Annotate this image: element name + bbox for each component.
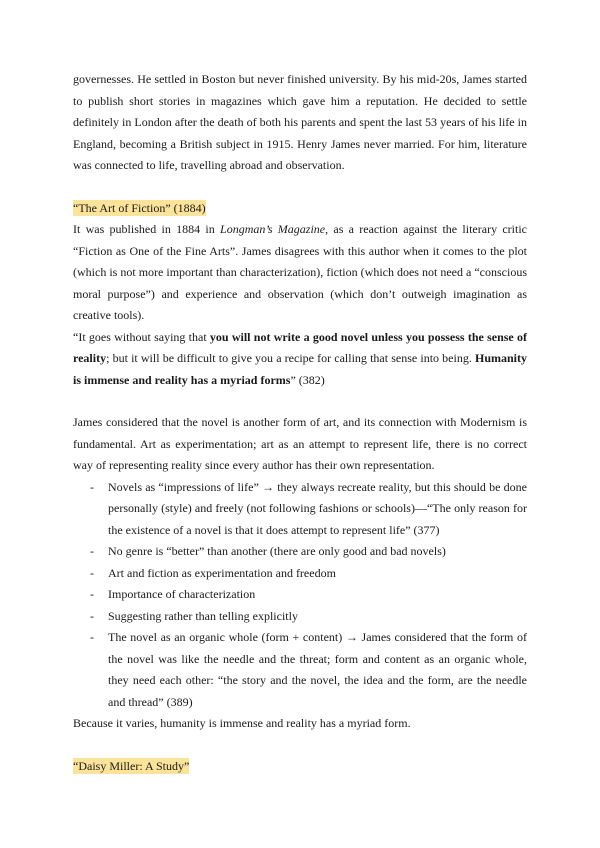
magazine-title: Longman’s Magazine bbox=[220, 222, 326, 236]
bullet-list bbox=[73, 477, 527, 714]
spacer bbox=[73, 735, 527, 756]
heading-highlight: “Daisy Miller: A Study” bbox=[73, 758, 190, 773]
quote-paragraph: “It goes without saying that you will not write a good novel unless you possess the sense of reality; but it will be difficult to give you a recipe for calling that sense into being. Humanity is immense and reality has a myriad forms” (382) bbox=[73, 329, 527, 387]
section-heading-daisy-miller bbox=[73, 756, 527, 778]
closing-line: Because it varies, humanity is immense and reality has a myriad form. bbox=[73, 716, 411, 730]
list-item: - Suggesting rather than telling explicitly bbox=[108, 606, 527, 628]
modernism-paragraph: James considered that the novel is another form of art, and its connection with Modernism is fundamental. Art as experimentation; art as an attempt to represent life, there is no correct way of representing reality since every author has their own representation. bbox=[73, 415, 527, 472]
quote-bold-humanity: Humanity is immense and reality has a myriad forms bbox=[73, 351, 527, 387]
intro-paragraph: governesses. He settled in Boston but never finished university. By his mid-20s, James started to publish short stories in magazines which gave him a reputation. He decided to settle definitely in London after the death of both his parents and spent the last 53 years of his life in England, becoming a British subject in 1915. Henry James never married. For him, literature was connected to life, travelling abroad and observation. bbox=[73, 72, 527, 172]
quote-bold-reality: you will not write a good novel unless you possess the sense of reality bbox=[73, 329, 527, 365]
list-item: - No genre is “better” than another (there are only good and bad novels) bbox=[108, 541, 527, 563]
heading-highlight: “The Art of Fiction” (1884) bbox=[73, 200, 206, 215]
spacer bbox=[73, 391, 527, 412]
list-item: - The novel as an organic whole (form + content) → James considered that the form of the novel was like the needle and the threat; form and content as an organic whole, they need each other: “the story and the novel, the idea and the form, are the needle and thread” (389) bbox=[108, 627, 527, 713]
list-item: - Importance of characterization bbox=[108, 584, 527, 606]
list-item: - Art and fiction as experimentation and freedom bbox=[108, 563, 527, 585]
list-item: - Novels as “impressions of life” → they always recreate reality, but this should be done personally (style) and freely (not following fashions or schools)—“The only reason for the existence of a novel is that it does attempt to represent life” (377) bbox=[108, 477, 527, 542]
spacer bbox=[73, 177, 527, 198]
art-of-fiction-paragraph: It was published in 1884 in Longman’s Magazine, as a reaction against the literary critic “Fiction as One of the Fine Arts”. James disagrees with this author when it comes to the plot (which is not more important than characterization), fiction (which does not need a “conscious moral purpose”) and experience and observation (which don’t outweigh imagination as creative tools). bbox=[73, 222, 527, 322]
section-heading-art-of-fiction bbox=[73, 198, 527, 220]
